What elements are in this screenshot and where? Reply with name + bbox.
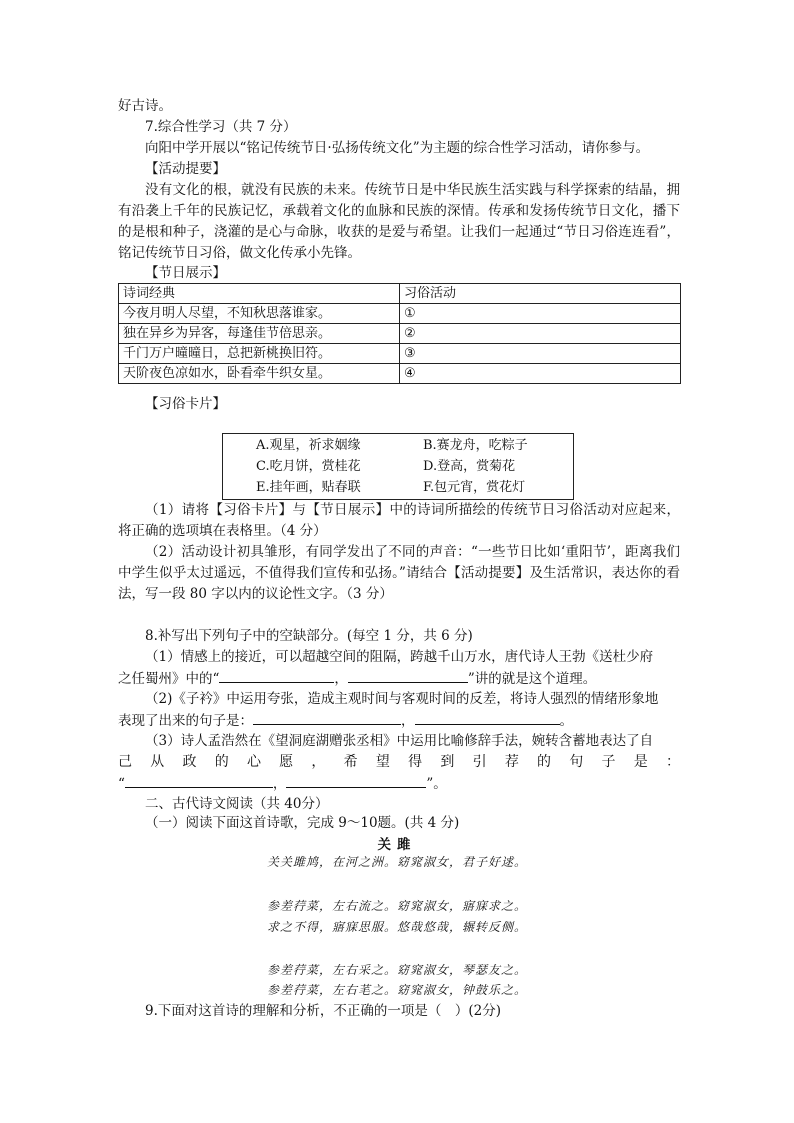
poem-cell: 千门万户曈曈日，总把新桃换旧符。 [119, 344, 400, 364]
question-9-title: 9.下面对这首诗的理解和分析，不正确的一项是（ ）(2分) [145, 1003, 502, 1019]
poem-cell: 独在异乡为异客，每逢佳节倍思亲。 [119, 324, 400, 344]
question-7-title: 7.综合性学习（共 7 分） [145, 119, 297, 135]
answer-blank[interactable] [286, 773, 426, 788]
poem-line: 参差荇菜，左右流之。窈窕淑女，寤寐求之。 [266, 899, 527, 913]
poem-line: 参差荇菜，左右芼之。窈窕淑女，钟鼓乐之。 [266, 983, 527, 997]
open-quote: “ [118, 776, 125, 792]
q8-3-line3 [118, 773, 447, 794]
answer-blank[interactable] [125, 773, 273, 788]
poem-line: 参差荇菜，左右采之。窈窕淑女，琴瑟友之。 [266, 963, 527, 977]
section-2-sub: （一）阅读下面这首诗歌，完成 9～10题。(共 4 分) [145, 815, 460, 831]
q8-2-line2 [118, 710, 573, 731]
table-row [119, 324, 681, 344]
table-header-row [119, 284, 681, 304]
q8-3-line1: （3）诗人孟浩然在《望洞庭湖赠张丞相》中运用比喻修辞手法，婉转含蓄地表达了自 [145, 733, 654, 749]
close-quote: ”。 [426, 776, 447, 792]
question-8-title: 8.补写出下列句子中的空缺部分。(每空 1 分，共 6 分) [145, 628, 473, 644]
festival-display-heading: 【节日展示】 [145, 265, 226, 281]
q8-2-prefix: 表现了出来的句子是： [118, 713, 253, 729]
q8-1-prefix: 之任蜀州》中的“ [118, 671, 220, 687]
poem-cell: 天阶夜色凉如水，卧看牵牛织女星。 [119, 364, 400, 384]
answer-cell[interactable]: ③ [400, 344, 681, 364]
text-line: 好古诗。 [118, 98, 172, 114]
card-option-a: A.观星，祈求姻缘 [256, 438, 361, 453]
q8-1-suffix: ”讲的就是这个道理。 [467, 671, 597, 687]
custom-cards-box [222, 433, 574, 500]
q8-2-line1: （2)《子衿》中运用夸张，造成主观时间与客观时间的反差，将诗人强烈的情绪形象地 [145, 691, 659, 707]
table-row [119, 344, 681, 364]
table-header-cell: 习俗活动 [400, 284, 681, 304]
answer-cell[interactable]: ① [400, 304, 681, 324]
table-row [119, 364, 681, 384]
custom-cards-heading: 【习俗卡片】 [145, 396, 226, 412]
answer-cell[interactable]: ② [400, 324, 681, 344]
answer-blank[interactable] [219, 668, 334, 683]
poem-line: 关关雎鸠，在河之洲。窈窕淑女，君子好逑。 [266, 855, 527, 869]
table-header-cell: 诗词经典 [119, 284, 400, 304]
poem-line: 求之不得，寤寐思服。悠哉悠哉，辗转反侧。 [266, 920, 527, 934]
answer-blank[interactable] [415, 710, 560, 725]
activity-summary-heading: 【活动提要】 [145, 161, 226, 177]
question-7-part-1: （1）请将【习俗卡片】与【节日展示】中的诗词所描绘的传统节日习俗活动对应起来，将正确的选项填在表格里。（4 分） [118, 502, 680, 539]
card-option-c: C.吃月饼，赏桂花 [256, 459, 361, 474]
comma: ， [272, 776, 287, 792]
answer-cell[interactable]: ④ [400, 364, 681, 384]
table-row [119, 304, 681, 324]
answer-blank[interactable] [253, 710, 401, 725]
card-option-f: F.包元宵，赏花灯 [423, 480, 526, 495]
section-2-title: 二、古代诗文阅读（共 40分） [145, 796, 329, 812]
q8-3-line2: 己从政的心愿，希望得到引荐的句子是： [118, 754, 680, 770]
card-option-d: D.登高，赏菊花 [423, 459, 516, 474]
card-option-e: E.挂年画，贴春联 [256, 480, 361, 495]
answer-blank[interactable] [348, 668, 468, 683]
q8-1-line2 [118, 668, 596, 689]
festival-table [118, 283, 681, 384]
comma: ， [334, 671, 348, 687]
poem-cell: 今夜月明人尽望，不知秋思落谁家。 [119, 304, 400, 324]
period: 。 [559, 713, 573, 729]
activity-summary-paragraph: 没有文化的根，就没有民族的未来。传统节日是中华民族生活实践与科学探索的结晶，拥有沿袭上千年的民族记忆，承载着文化的血脉和民族的深情。传承和发扬传统节日文化，播下的是根和种子，浇灌的是心与命脉，收获的是爱与希望。让我们一起通过“节日习俗连连看”，铭记传统节日习俗，做文化传承小先锋。 [118, 182, 680, 261]
card-option-b: B.赛龙舟，吃粽子 [423, 438, 528, 453]
q8-1-line1: （1）情感上的接近，可以超越空间的阻隔，跨越千山万水，唐代诗人王勃《送杜少府 [145, 649, 654, 665]
question-7-intro: 向阳中学开展以“铭记传统节日·弘扬传统文化”为主题的综合性学习活动，请你参与。 [145, 140, 650, 156]
question-7-part-2: （2）活动设计初具雏形，有同学发出了不同的声音：“一些节日比如‘重阳节’，距离我们中学生似乎太过遥远，不值得我们宣传和弘扬。”请结合【活动提要】及生活常识，表达你的看法，写一段 80 字以内的议论性文字。（3 分） [118, 544, 680, 602]
comma: ， [401, 713, 415, 729]
poem-title: 关雎 [377, 837, 417, 853]
